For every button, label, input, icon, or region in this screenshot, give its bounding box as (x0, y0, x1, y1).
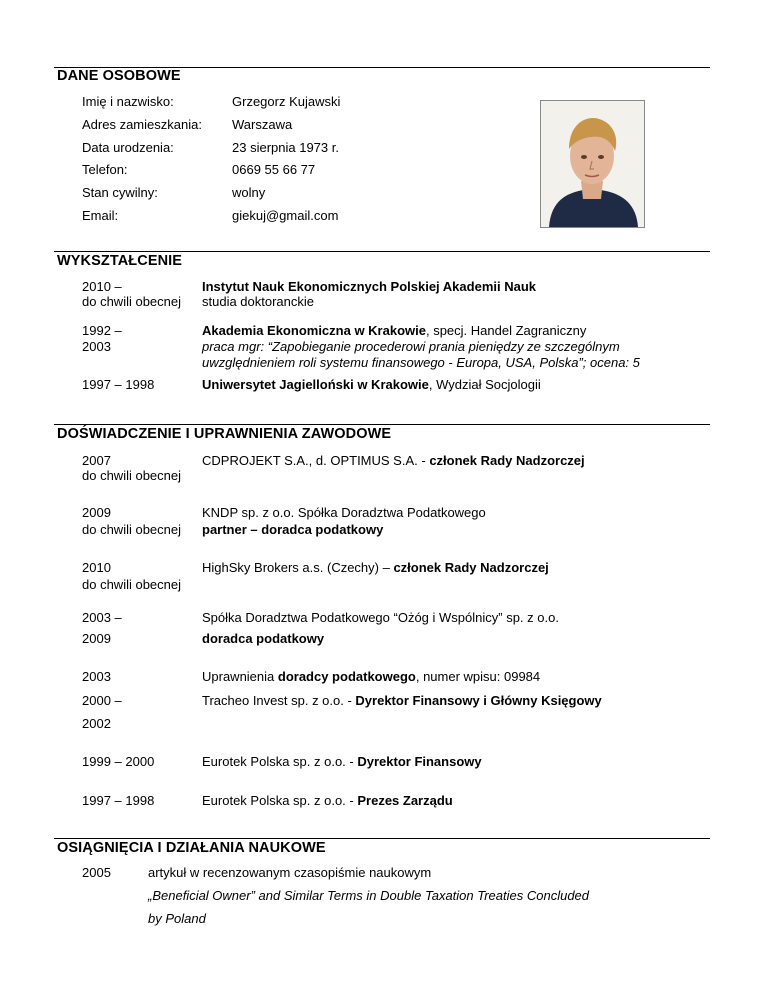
exp-7-role: Dyrektor Finansowy (357, 754, 482, 769)
edu-2-date-end: 2003 (82, 339, 111, 354)
edu-3-date: 1997 – 1998 (82, 377, 155, 392)
exp-1-role: członek Rady Nadzorczej (429, 453, 585, 468)
exp-8-role: Prezes Zarządu (357, 793, 453, 808)
exp-6-line (202, 692, 602, 709)
exp-6-date-end: 2002 (82, 716, 111, 731)
section-rule (54, 424, 710, 425)
value-email[interactable]: giekuj@gmail.com (232, 208, 339, 223)
exp-4-role: doradca podatkowy (202, 631, 325, 646)
exp-5-line (202, 668, 540, 685)
edu-2-line (202, 322, 586, 339)
ach-1-title-line-1: „Beneficial Owner” and Similar Terms in Double Taxation Treaties Concluded (148, 888, 590, 903)
label-marital: Stan cywilny: (82, 185, 158, 200)
edu-1-detail: studia doktoranckie (202, 294, 315, 309)
value-phone: 0669 55 66 77 (232, 162, 316, 177)
label-email: Email: (82, 208, 119, 223)
value-birthdate: 23 sierpnia 1973 r. (232, 140, 339, 155)
exp-5-license: doradcy podatkowego (277, 669, 416, 684)
exp-3-company: HighSky Brokers a.s. (Czechy) – (202, 560, 394, 575)
portrait-image (541, 101, 644, 227)
exp-2-date-start: 2009 (82, 505, 111, 520)
exp-2-company: KNDP sp. z o.o. Spółka Doradztwa Podatkowego (202, 505, 486, 520)
exp-6-date-start: 2000 – (82, 693, 122, 708)
exp-4-date-end: 2009 (82, 631, 111, 646)
exp-2-date-end: do chwili obecnej (82, 522, 182, 537)
exp-1-date-end: do chwili obecnej (82, 468, 182, 483)
exp-1-company: CDPROJEKT S.A., d. OPTIMUS S.A. - (202, 453, 430, 468)
exp-8-date: 1997 – 1998 (82, 793, 155, 808)
exp-4-date-start: 2003 – (82, 610, 122, 625)
value-marital: wolny (232, 185, 266, 200)
exp-3-line (202, 559, 549, 576)
section-heading-experience: DOŚWIADCZENIE I UPRAWNIENIA ZAWODOWE (57, 426, 392, 442)
edu-3-faculty: , Wydział Socjologii (428, 377, 541, 392)
edu-2-thesis-line-2: uwzględnieniem roli systemu finansowego - Europa, USA, Polska”; ocena: 5 (202, 355, 640, 370)
ach-1-title-line-2: by Poland (148, 911, 206, 926)
edu-2-thesis-line-1: praca mgr: “Zapobieganie procederowi prania pieniędzy ze szczególnym (202, 339, 620, 354)
exp-6-role: Dyrektor Finansowy i Główny Księgowy (355, 693, 602, 708)
exp-5-suffix: , numer wpisu: 09984 (415, 669, 541, 684)
label-address: Adres zamieszkania: (82, 117, 202, 132)
exp-4-company: Spółka Doradztwa Podatkowego “Ożóg i Wspólnicy” sp. z o.o. (202, 610, 559, 625)
edu-1-date-start: 2010 – (82, 279, 122, 294)
exp-3-date-start: 2010 (82, 560, 111, 575)
value-name: Grzegorz Kujawski (232, 94, 341, 109)
exp-1-line (202, 452, 585, 469)
exp-1-date-start: 2007 (82, 453, 111, 468)
exp-5-date: 2003 (82, 669, 111, 684)
exp-8-company: Eurotek Polska sp. z o.o. - (202, 793, 358, 808)
section-rule (54, 838, 710, 839)
section-rule (54, 251, 710, 252)
section-heading-achievements: OSIĄGNIĘCIA I DZIAŁANIA NAUKOWE (57, 840, 326, 856)
edu-2-institution: Akademia Ekonomiczna w Krakowie (202, 323, 426, 338)
label-phone: Telefon: (82, 162, 128, 177)
ach-1-date: 2005 (82, 865, 111, 880)
edu-3-institution: Uniwersytet Jagielloński w Krakowie (202, 377, 429, 392)
exp-3-role: członek Rady Nadzorczej (393, 560, 549, 575)
exp-2-role: partner – doradca podatkowy (202, 522, 384, 537)
edu-2-date-start: 1992 – (82, 323, 122, 338)
edu-1-institution: Instytut Nauk Ekonomicznych Polskiej Akademii Nauk (202, 279, 537, 294)
edu-2-specialization: , specj. Handel Zagraniczny (425, 323, 587, 338)
profile-photo (540, 100, 645, 228)
exp-3-date-end: do chwili obecnej (82, 577, 182, 592)
exp-8-line (202, 792, 453, 809)
ach-1-description: artykuł w recenzowanym czasopiśmie naukowym (148, 865, 432, 880)
exp-5-prefix: Uprawnienia (202, 669, 278, 684)
label-name: Imię i nazwisko: (82, 94, 174, 109)
exp-6-company: Tracheo Invest sp. z o.o. - (202, 693, 356, 708)
edu-1-date-end: do chwili obecnej (82, 294, 182, 309)
value-address: Warszawa (232, 117, 293, 132)
exp-7-date: 1999 – 2000 (82, 754, 155, 769)
edu-3-line (202, 376, 541, 393)
section-heading-personal: DANE OSOBOWE (57, 68, 181, 84)
label-birthdate: Data urodzenia: (82, 140, 174, 155)
exp-7-company: Eurotek Polska sp. z o.o. - (202, 754, 358, 769)
exp-7-line (202, 753, 482, 770)
section-heading-education: WYKSZTAŁCENIE (57, 253, 183, 269)
